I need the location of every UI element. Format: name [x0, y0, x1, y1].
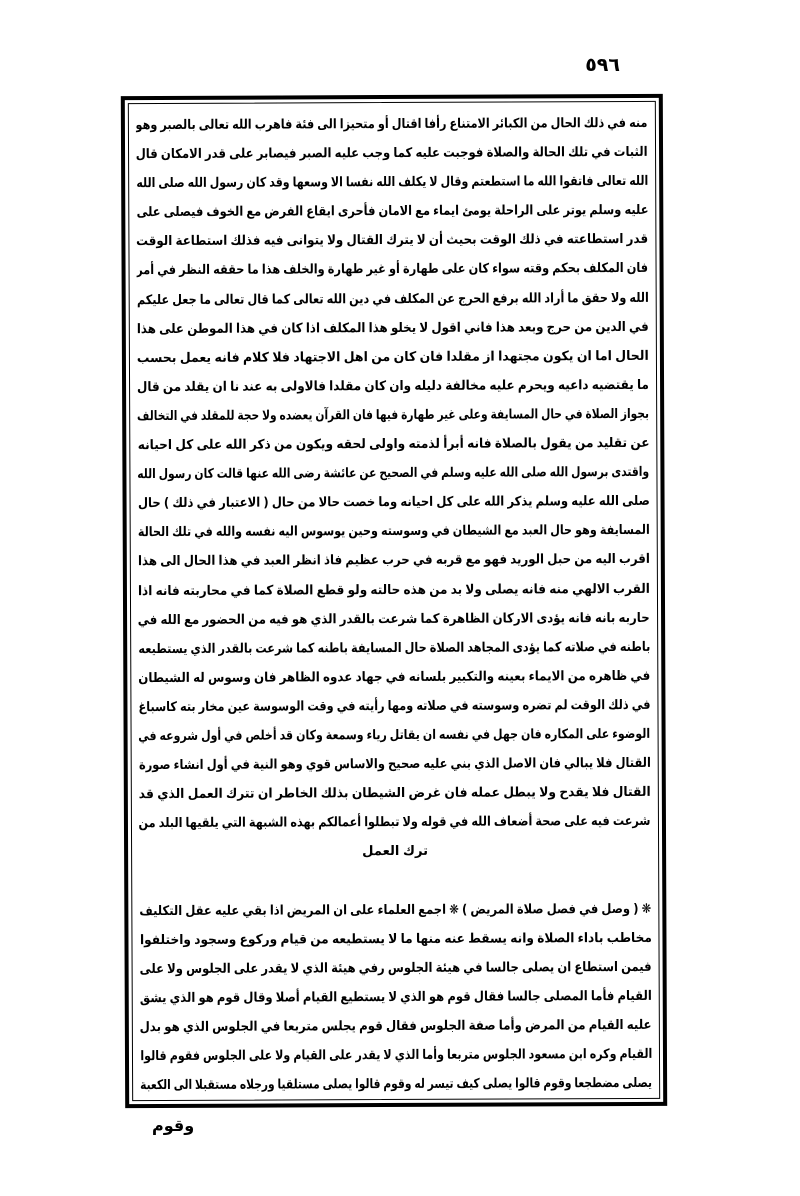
text-line-content: قدر استطاعته في ذلك الوقت بحيث أن لا يترك القتال ولا يتوانى فيه فذلك استطاعة الوقت: [136, 232, 649, 250]
text-line-content: في الدين من حرج وبعد هذا فاني اقول لا يخلو هذا المكلف اذا كان في هذا الموطن على هذا: [136, 319, 649, 337]
text-line-content: ما يقتضيه داعيه ويحرم عليه مخالفة دليله وان كان مقلدا فالاولى به عند نا ان يقلد من قال: [137, 377, 650, 395]
text-line-content: صلى الله عليه وسلم يذكر الله على كل احيانه وما خصت حالا من حال ( الاعتبار في ذلك ) حال: [137, 494, 650, 512]
text-line: [140, 1040, 652, 1071]
text-line-content: حاربه بانه فانه يؤدى الاركان الظاهرة كما شرعت بالقدر الذي هو فيه من الحضور مع الله في: [138, 610, 651, 628]
page-number: ٥٩٦: [585, 54, 620, 76]
text-block-frame-inner-rule: [128, 101, 660, 1101]
text-line: [136, 196, 648, 227]
text-line-content: الوضوء على المكاره فان جهل في نفسه ان يقاتل رياء وسمعة وكان قد أخلص في أول شروعه في: [138, 726, 651, 745]
text-line: [136, 254, 648, 285]
text-line: [137, 371, 649, 402]
text-line-content: الثبات في تلك الحالة والصلاة فوجبت عليه كما وجب عليه الصبر فيصابر على قدر الامكان قال: [136, 144, 649, 163]
text-line: [137, 429, 649, 460]
text-line-content: الله تعالى فاتقوا الله ما استطعتم وقال لا يكلف الله نفسا الا وسعها وقد كان رسول الله صلى الله: [136, 174, 649, 192]
text-line: [140, 1069, 652, 1100]
text-line: [138, 516, 650, 547]
text-line-content: عليه وسلم يوتر على الراحلة يومئ ايماء مع الامان فأحرى ايقاع الفرض مع الخوف فيصلى على: [136, 203, 649, 221]
text-line-content: فان المكلف بحكم وقته سواء كان على طهارة أو غير طهارة والخلف هذا ما حققه النظر في أمر: [136, 261, 649, 279]
text-line: [137, 458, 649, 489]
text-line-content: اقرب اليه من حبل الوريد فهو مع قربه في حرب عظيم فاذ انظر العبد في هذا الحال الى هذا: [137, 552, 650, 570]
text-line: [138, 691, 650, 722]
text-line-content: المسايفة وهو حال العبد مع الشيطان في وسوسته وحين يوسوس اليه نفسه والله في تلك الحالة: [137, 523, 650, 541]
text-line-content: ❋ ( وصل في فصل صلاة المريض ) ❋ اجمع العلماء على ان المريض اذا بقي عليه عقل التكليف: [139, 901, 652, 919]
text-line: [137, 400, 649, 431]
text-line-content: القتال فلا يبالي فان الاصل الذي بني عليه صحيح والاساس قوي وهو النية في أول انشاء صورة: [138, 755, 651, 774]
text-line: [137, 313, 649, 344]
catchword: وقوم: [152, 1116, 195, 1135]
text-line-content: القرب الالهي منه فانه يصلى ولا بد من هذه حالته ولو قطع الصلاة كما في محاربته فانه اذا: [137, 581, 650, 599]
text-line: [138, 545, 650, 576]
text-line-content: منه في ذلك الحال من الكبائر الامتناع رأفا اقتال أو متحيزا الى فئة فاهرب الله تعالى بالصبر وهو: [135, 115, 648, 134]
text-line: [139, 894, 651, 925]
text-line-content: مخاطب باداء الصلاة وانه يسقط عنه منها ما لا يستطيعه من قيام وركوع وسجود واختلفوا: [139, 930, 652, 948]
text-line: [139, 924, 651, 955]
text-line-content: واقتدى برسول الله صلى الله عليه وسلم في الصحيح عن عائشة رضى الله عنها قالت كان رسول الله: [137, 465, 650, 483]
text-line-content: القيام وكره ابن مسعود الجلوس متربعا وأما الذي لا يقدر على القيام ولا على الجلوس فقوم قالوا: [139, 1046, 653, 1065]
text-line-content: فيمن استطاع ان يصلى جالسا في هيئة الجلوس رفي هيئة الذي لا يقدر على الجلوس ولا على: [139, 959, 652, 977]
text-line: [136, 167, 648, 198]
text-line-content: بجواز الصلاة في حال المسايفة وعلى غير طهارة فيها فان القرآن يعضده ولا حجة للمقلد في التخالف: [137, 406, 650, 425]
text-line: [140, 953, 652, 984]
text-line: [140, 1011, 652, 1042]
body-text: [129, 102, 659, 1100]
text-line: [137, 283, 649, 314]
text-line: ترك العمل: [362, 844, 429, 860]
text-line: [139, 865, 651, 896]
text-line: [139, 778, 651, 809]
text-line: [138, 574, 650, 605]
text-line: [137, 342, 649, 373]
text-line-content: القتال فلا يقدح ولا يبطل عمله فان غرض الشيطان بذلك الخاطر ان تترك العمل الذي قد: [138, 785, 651, 803]
text-line: [139, 749, 651, 780]
text-line: [138, 603, 650, 634]
text-line-content: شرعت فيه على صحة أضعاف الله في قوله ولا تبطلوا أعمالكم بهذه الشبهة التي يلقيها البلد من: [138, 814, 651, 832]
text-line: [138, 633, 650, 664]
text-line-content: الحال اما ان يكون مجتهدا از مقلدا فان كان من اهل الاجتهاد فلا كلام فانه يعمل بحسب: [136, 348, 649, 366]
text-line-content: في ظاهره من الايماء بعينه والتكبير بلسانه في جهاد عدوه الظاهر فان وسوس له الشيطان: [138, 668, 651, 686]
text-line: [136, 225, 648, 256]
text-line-content: يصلى مضطجعا وقوم قالوا يصلى كيف تيسر له وقوم قالوا يصلى مستلقيا ورجلاه مستقبلا الى الكعبة: [140, 1075, 653, 1094]
text-line-content: في ذلك الوقت لم تضره وسوسته في صلاته ومها رأيته في وقت الوسوسة عين مخار بته كاسباغ: [138, 697, 651, 715]
text-line: [140, 982, 652, 1013]
text-line-content: عن تقليد من يقول بالصلاة فانه أبرأ لذمته واولى لحقه ويكون من ذكر الله على كل احيانه: [137, 435, 650, 454]
text-line-content: الله ولا حقق ما أراد الله برفع الحرج عن المكلف في دين الله تعالى كما قال تعالى ما جعل عليكم: [136, 290, 649, 308]
text-line: [138, 662, 650, 693]
text-block-frame: [121, 94, 667, 1108]
text-line: [139, 807, 651, 838]
text-line: [139, 720, 651, 751]
text-line: [136, 138, 648, 169]
text-line-content: عليه القيام من المرض وأما صفة الجلوس فقال قوم يجلس متربعا في الجلوس الذي هو بدل: [139, 1017, 652, 1036]
text-line-content: باطنه في صلاته كما يؤدى المجاهد الصلاة حال المسايفة باطنه كما شرعت بالقدر الذي يستطيعه: [138, 639, 651, 657]
text-line: [138, 487, 650, 518]
text-line: [136, 109, 648, 140]
text-line-content: القيام فأما المصلى جالسا فقال قوم هو الذي لا يستطيع القيام أصلا وقال قوم هو الذي يشق: [139, 988, 652, 1006]
